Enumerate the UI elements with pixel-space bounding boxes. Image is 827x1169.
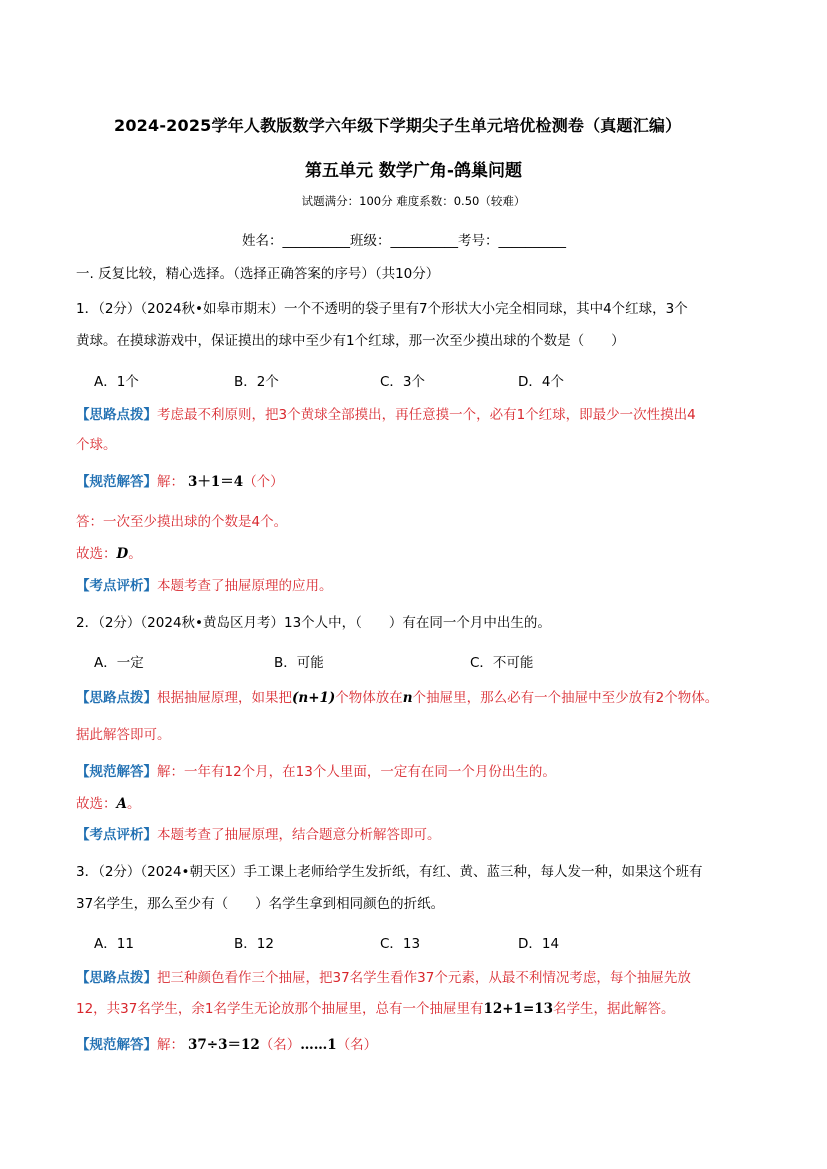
q2-choose-prefix: 故选： bbox=[76, 796, 117, 812]
q3-hint bbox=[76, 966, 691, 986]
q2-option-b: B．可能 bbox=[274, 655, 324, 671]
q3-stem-line1: 3．（2分）（2024•朝天区）手工课上老师给学生发折纸，有红、黄、蓝三种，每人发一种，如果这个班有 bbox=[76, 864, 703, 880]
q1-answer: 答：一次至少摸出球的个数是4个。 bbox=[76, 514, 288, 530]
q1-option-c: C．3个 bbox=[380, 374, 426, 390]
q2-hint-math2: n bbox=[402, 690, 413, 706]
q3-option-c: C．13 bbox=[380, 936, 421, 952]
q2-option-c: C．不可能 bbox=[470, 655, 534, 671]
q2-hint-tag: 【思路点拨】 bbox=[76, 690, 157, 706]
q3-solution-math2: ……1 bbox=[300, 1037, 337, 1053]
q1-review-tag: 【考点评析】 bbox=[76, 578, 157, 594]
q2-hint bbox=[76, 686, 718, 706]
q3-hint-line1: 把三种颜色看作三个抽屉，把37名学生看作37个元素，从最不利情况考虑，每个抽屉先放 bbox=[157, 970, 691, 986]
q2-hint-b: 个物体放在 bbox=[335, 690, 403, 706]
q3-solution bbox=[76, 1033, 377, 1053]
q3-option-d: D．14 bbox=[518, 936, 560, 952]
q1-choose bbox=[76, 542, 142, 562]
q3-option-b: B．12 bbox=[234, 936, 274, 952]
q1-solution-unit: （个） bbox=[243, 474, 284, 490]
q2-option-a: A．一定 bbox=[94, 655, 144, 671]
q2-stem: 2．（2分）（2024秋•黄岛区月考）13个人中，（ ）有在同一个月中出生的。 bbox=[76, 615, 551, 631]
q3-hint-math: 12+1=13 bbox=[483, 1001, 554, 1017]
q3-solution-unit1: （名） bbox=[259, 1037, 301, 1053]
q2-hint-a: 根据抽屉原理，如果把 bbox=[157, 690, 292, 706]
q1-option-a: A．1个 bbox=[94, 374, 139, 390]
q2-choose bbox=[76, 792, 140, 812]
q3-hint-tag: 【思路点拨】 bbox=[76, 970, 157, 986]
q1-stem-line1: 1．（2分）（2024秋•如皋市期末）一个不透明的袋子里有7个形状大小完全相同球，其中4个红球，3个 bbox=[76, 301, 688, 317]
q1-solution-math: 3＋1＝4 bbox=[188, 474, 244, 490]
q1-option-b: B．2个 bbox=[234, 374, 279, 390]
document-title: 2024-2025学年人教版数学六年级下学期尖子生单元培优检测卷（真题汇编） bbox=[114, 116, 682, 135]
q3-hint-line2b: 名学生，据此解答。 bbox=[553, 1001, 675, 1017]
q2-hint-line2: 据此解答即可。 bbox=[76, 727, 171, 743]
q1-hint-text: 考虑最不利原则，把3个黄球全部摸出，再任意摸一个，必有1个红球，即最少一次性摸出4 bbox=[157, 407, 696, 423]
q2-hint-c: 个抽屉里，那么必有一个抽屉中至少放有2个物体。 bbox=[412, 690, 719, 706]
q2-choose-letter: A bbox=[116, 796, 127, 812]
q2-hint-math1: (n+1) bbox=[292, 690, 336, 706]
unit-subtitle: 第五单元 数学广角-鸽巢问题 bbox=[305, 161, 522, 181]
q3-hint-line2a: 12，共37名学生，余1名学生无论放那个抽屉里，总有一个抽屉里有 bbox=[76, 1001, 484, 1017]
q1-review bbox=[76, 574, 333, 594]
q2-review-text: 本题考查了抽屉原理，结合题意分析解答即可。 bbox=[157, 827, 441, 843]
q3-solution-tag: 【规范解答】 bbox=[76, 1037, 157, 1053]
q1-choose-prefix: 故选： bbox=[76, 546, 117, 562]
q1-hint-tag: 【思路点拨】 bbox=[76, 407, 157, 423]
q2-solution-text: 解：一年有12个月，在13个人里面，一定有在同一个月份出生的。 bbox=[157, 764, 556, 780]
q1-stem-line2: 黄球。在摸球游戏中，保证摸出的球中至少有1个红球，那一次至少摸出球的个数是（ ） bbox=[76, 333, 625, 349]
q2-solution-tag: 【规范解答】 bbox=[76, 764, 157, 780]
q3-stem-line2: 37名学生，那么至少有（ ）名学生拿到相同颜色的折纸。 bbox=[76, 896, 445, 912]
section-heading: 一. 反复比较，精心选择。（选择正确答案的序号）（共10分） bbox=[76, 266, 440, 282]
exam-meta: 试题满分：100分 难度系数：0.50（较难） bbox=[301, 194, 526, 208]
q1-review-text: 本题考查了抽屉原理的应用。 bbox=[157, 578, 333, 594]
q3-option-a: A．11 bbox=[94, 936, 134, 952]
q2-review-tag: 【考点评析】 bbox=[76, 827, 157, 843]
q1-solution bbox=[76, 470, 284, 490]
q1-solution-prefix: 解： bbox=[157, 474, 184, 490]
q2-choose-suffix: 。 bbox=[126, 796, 141, 812]
q1-choose-suffix: 。 bbox=[128, 546, 142, 562]
q3-solution-unit2: （名） bbox=[336, 1037, 378, 1053]
q1-solution-tag: 【规范解答】 bbox=[76, 474, 157, 490]
q1-choose-letter: D bbox=[116, 546, 129, 562]
q1-option-d: D．4个 bbox=[518, 374, 564, 390]
q3-hint-line2 bbox=[76, 997, 675, 1017]
q1-hint-line2: 个球。 bbox=[76, 437, 117, 453]
q3-solution-math1: 37÷3＝12 bbox=[188, 1037, 260, 1053]
q2-solution bbox=[76, 760, 556, 780]
q2-review bbox=[76, 823, 441, 843]
student-info-fields: 姓名：__________班级：__________考号：__________ bbox=[242, 233, 566, 249]
q3-solution-prefix: 解： bbox=[157, 1037, 184, 1053]
q1-hint bbox=[76, 403, 696, 423]
